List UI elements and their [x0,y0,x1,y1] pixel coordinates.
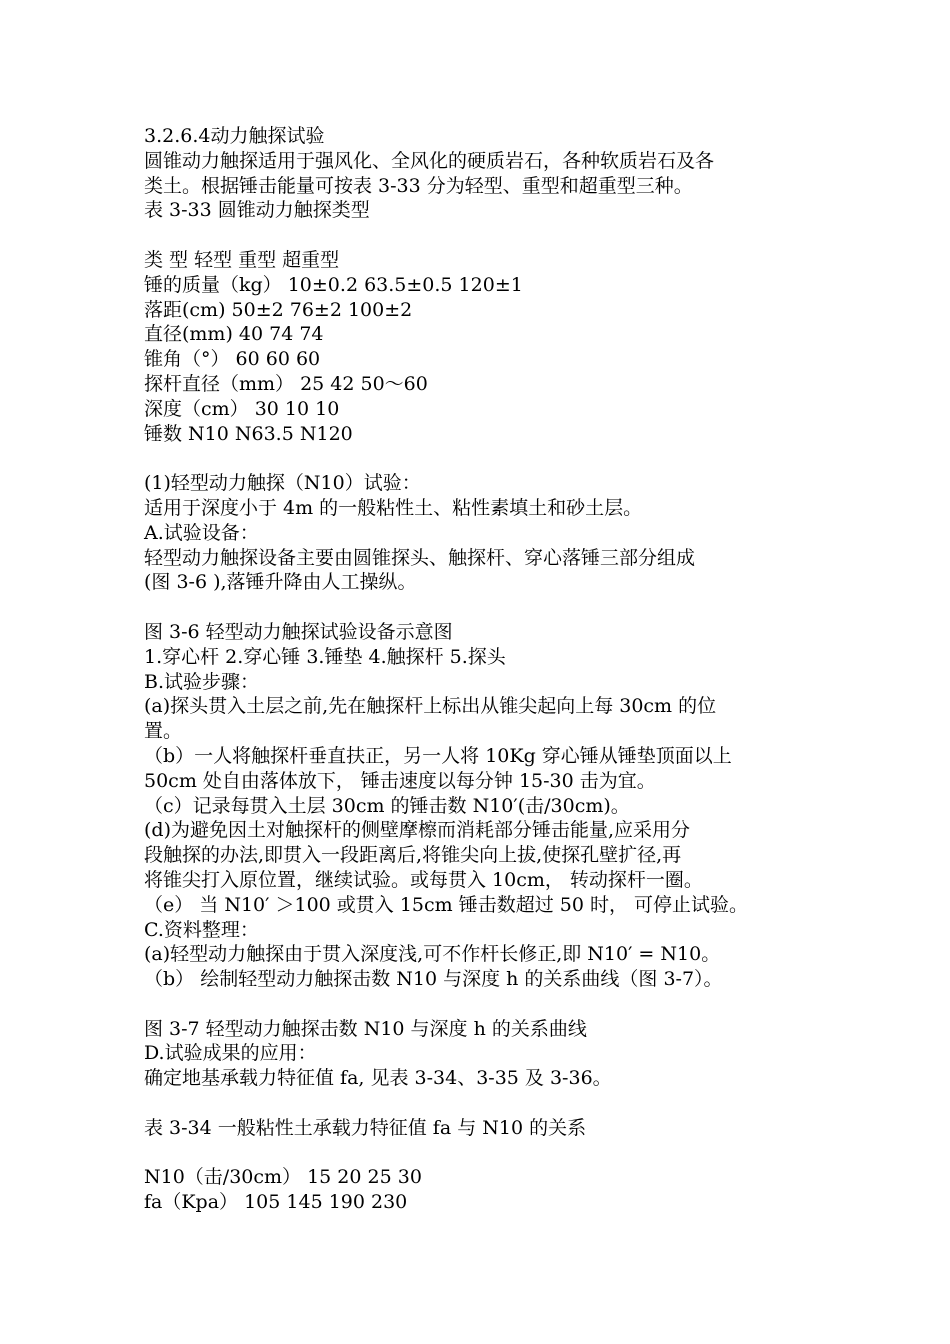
blank-line [144,992,824,1017]
table-row: 锤数 N10 N63.5 N120 [144,422,353,445]
step-line: (a)探头贯入土层之前,先在触探杆上标出从锥尖起向上每 30cm 的位 [144,695,717,718]
data-line: （b） 绘制轻型动力触探击数 N10 与深度 h 的关系曲线（图 3-7）。 [144,968,723,991]
light-test-scope: 适用于深度小于 4m 的一般粘性土、粘性素填土和砂土层。 [144,496,643,519]
table-row: 深度（cm） 30 10 10 [144,397,340,420]
table-row: 探杆直径（mm） 25 42 50～60 [144,372,428,395]
document-body [144,124,824,1215]
application-line: 确定地基承载力特征值 fa, 见表 3-34、3-35 及 3-36。 [144,1067,612,1090]
blank-line [144,223,824,248]
blank-line [144,446,824,471]
table-row: 锥角（°） 60 60 60 [144,348,321,371]
equipment-line-2: (图 3-6 ),落锤升降由人工操纵。 [144,571,417,594]
step-line: (d)为避免因土对触探杆的侧壁摩檫而消耗部分锤击能量,应采用分 [144,819,691,842]
step-line: 置。 [144,720,183,743]
figure-3-6-legend: 1.穿心杆 2.穿心锤 3.锤垫 4.触探杆 5.探头 [144,645,506,668]
section-heading: 3.2.6.4动力触探试验 [144,125,325,147]
table-row: fa（Kpa） 105 145 190 230 [144,1191,408,1214]
table-row: 类 型 轻型 重型 超重型 [144,248,340,271]
table-row: 锤的质量（kg） 10±0.2 63.5±0.5 120±1 [144,273,523,296]
table-3-33 [144,248,824,446]
blank-line [144,1141,824,1166]
intro-line-2: 类土。根据锤击能量可按表 3-33 分为轻型、重型和超重型三种。 [144,174,693,197]
step-line: （b）一人将触探杆垂直扶正，另一人将 10Kg 穿心锤从锤垫顶面以上 [144,744,732,767]
table-3-34 [144,1165,824,1215]
figure-3-7-caption: 图 3-7 轻型动力触探击数 N10 与深度 h 的关系曲线 [144,1017,587,1040]
data-heading: C.资料整理： [144,918,259,941]
equipment-line-1: 轻型动力触探设备主要由圆锥探头、触探杆、穿心落锤三部分组成 [144,546,696,569]
step-line: （c）记录每贯入土层 30cm 的锤击数 N10′(击/30cm)。 [144,794,630,817]
step-line: （e） 当 N10′ ＞100 或贯入 15cm 锤击数超过 50 时， 可停止试验。 [144,893,748,916]
table-3-34-caption: 表 3-34 一般粘性土承载力特征值 fa 与 N10 的关系 [144,1116,587,1139]
blank-line [144,1091,824,1116]
blank-line [144,595,824,620]
equipment-heading: A.试验设备： [144,521,259,544]
steps-heading: B.试验步骤： [144,670,260,693]
table-row: N10（击/30cm） 15 20 25 30 [144,1166,422,1189]
application-heading: D.试验成果的应用： [144,1042,317,1065]
step-line: 段触探的办法,即贯入一段距离后,将锥尖向上拔,使探孔壁扩径,再 [144,844,682,867]
step-line: 50cm 处自由落体放下， 锤击速度以每分钟 15-30 击为宜。 [144,769,656,792]
step-line: 将锥尖打入原位置，继续试验。或每贯入 10cm， 转动探杆一圈。 [144,868,703,891]
intro-line-1: 圆锥动力触探适用于强风化、全风化的硬质岩石，各种软质岩石及各 [144,149,715,172]
light-test-title: (1)轻型动力触探（N10）试验： [144,472,421,495]
table-row: 落距(cm) 50±2 76±2 100±2 [144,298,413,321]
table-row: 直径(mm) 40 74 74 [144,323,324,346]
figure-3-6-caption: 图 3-6 轻型动力触探试验设备示意图 [144,620,453,643]
data-line: (a)轻型动力触探由于贯入深度浅,可不作杆长修正,即 N10′ = N10。 [144,943,721,966]
table-3-33-caption: 表 3-33 圆锥动力触探类型 [144,199,370,222]
